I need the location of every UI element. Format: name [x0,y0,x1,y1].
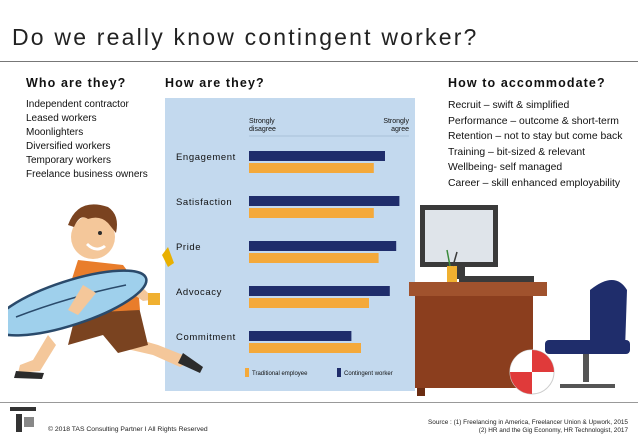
copyright-text: © 2018 TAS Consulting Partner I All Rights Reserved [48,426,208,433]
bar-contingent-worker [249,196,399,206]
legend-swatch [245,368,249,377]
category-label: Commitment [176,332,236,343]
scale-right-label-line1: Strongly [383,118,409,125]
who-item: Moonlighters [26,126,84,138]
accommodate-item: Performance – outcome & short-term [448,115,619,127]
bar-contingent-worker [249,286,390,296]
legend [245,368,393,377]
bar-traditional-employee [249,163,374,173]
who-item: Leased workers [26,112,97,124]
how-heading: How are they? [165,76,265,90]
source-line: Source : (1) Freelancing in America, Freelancer Union & Upwork, 2015 [428,419,628,426]
accommodate-list [448,98,622,192]
bar-traditional-employee [249,298,369,308]
who-item: Diversified workers [26,140,111,152]
category-label: Advocacy [176,287,222,298]
company-logo-icon [10,407,38,437]
source-text [428,419,628,435]
accommodate-item: Training – bit-sized & relevant [448,146,586,158]
title-divider [0,61,638,62]
who-item: Independent contractor [26,99,129,110]
legend-label: Contingent worker [344,371,393,377]
category-label: Engagement [176,152,236,163]
accommodate-item: Wellbeing- self managed [448,162,563,174]
bar-contingent-worker [249,151,385,161]
bar-traditional-employee [249,253,379,263]
bar-traditional-employee [249,208,374,218]
scale-right-label-line2: agree [391,126,409,133]
category-label: Satisfaction [176,197,233,208]
legend-label: Traditional employee [252,371,308,377]
scale-left-label-line1: Strongly [249,118,275,125]
computer-monitor-icon [420,205,534,282]
who-item: Freelance business owners [26,168,148,180]
footer-divider [0,402,638,403]
scale-left-label-line2: disagree [249,126,276,133]
bar-contingent-worker [249,241,396,251]
accommodate-heading: How to accommodate? [448,76,606,90]
legend-swatch [337,368,341,377]
beach-ball-icon [510,350,554,394]
who-list [26,98,148,181]
surfer-illustration [8,185,223,385]
page-title: Do we really know contingent worker? [12,24,479,50]
who-heading: Who are they? [26,76,127,90]
accommodate-item: Retention – not to stay but come back [448,131,623,143]
category-label: Pride [176,242,202,253]
bar-traditional-employee [249,343,361,353]
source-line: (2) HR and the Gig Economy, HR Technologist, 2017 [478,427,628,434]
accommodate-item: Career – skill enhanced employability [448,177,621,189]
office-chair-icon [545,280,630,386]
who-item: Temporary workers [26,154,112,166]
bar-contingent-worker [249,331,351,341]
surfer-man-icon [8,204,203,379]
office-illustration [405,200,638,400]
accommodate-item: Recruit – swift & simplified [448,100,570,111]
